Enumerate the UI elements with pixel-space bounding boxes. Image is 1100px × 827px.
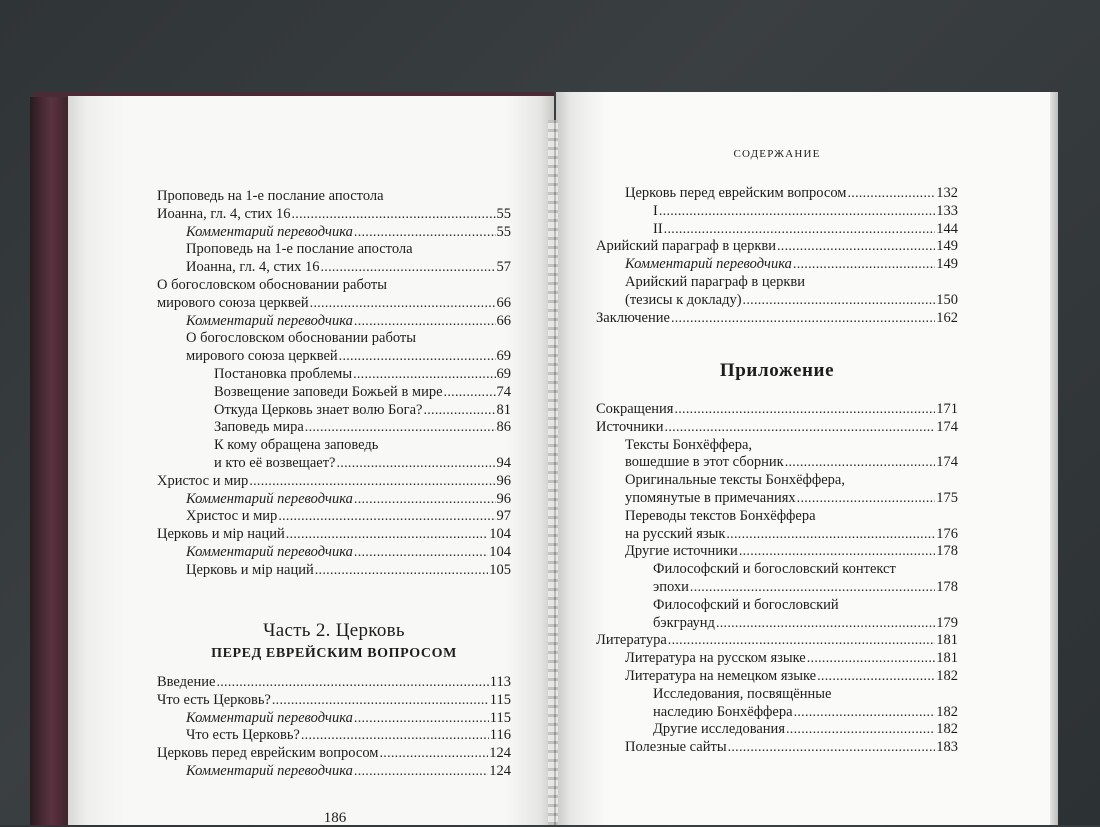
toc-entry-title: Возвещение заповеди Божьей в мире	[214, 383, 443, 400]
toc-entry-title: I	[653, 202, 658, 219]
toc-entry	[596, 686, 958, 704]
toc-entry-page: 55	[496, 223, 511, 240]
toc-dot-leader	[310, 295, 496, 313]
toc-dot-leader	[671, 310, 935, 328]
toc-entry-title: Оригинальные тексты Бонхёффера,	[625, 472, 845, 489]
toc-entry-page: 179	[936, 614, 958, 631]
toc-dot-leader	[301, 727, 489, 745]
toc-entry-page: 86	[496, 419, 511, 436]
toc-entry-title: Комментарий переводчика	[186, 762, 353, 779]
toc-dot-leader	[728, 739, 936, 757]
toc-dot-leader	[249, 473, 495, 491]
toc-entry-title: Заключение	[596, 309, 670, 326]
toc-entry-title: Откуда Церковь знает волю Бога?	[214, 401, 423, 418]
toc-dot-leader	[716, 615, 935, 633]
toc-entry	[157, 188, 511, 206]
toc-entry	[596, 490, 958, 508]
toc-entry-title: Литература	[596, 632, 667, 649]
page-number: 186	[323, 810, 347, 826]
toc-entry-title: Философский и богословский	[653, 596, 839, 613]
toc-dot-leader	[847, 185, 935, 203]
toc-dot-leader	[286, 526, 489, 544]
toc-dot-leader	[793, 256, 935, 274]
toc-entry	[596, 526, 958, 544]
toc-entry-title: Что есть Церковь?	[157, 691, 271, 708]
part-title: Часть 2. Церковь	[263, 620, 405, 641]
toc-entry-page: 181	[936, 650, 958, 667]
toc-entry	[596, 203, 958, 221]
right-toc-list	[596, 185, 958, 327]
toc-dot-leader	[379, 745, 488, 763]
toc-entry-title: Церковь и мір наций	[157, 526, 285, 543]
toc-entry-title: Комментарий переводчика	[186, 223, 353, 240]
toc-entry-title: Другие источники	[625, 543, 738, 560]
toc-entry-title: Комментарий переводчика	[186, 312, 353, 329]
toc-entry-page: 162	[936, 309, 958, 326]
toc-entry	[596, 437, 958, 455]
toc-entry-page: 97	[496, 508, 511, 525]
toc-entry	[157, 419, 511, 437]
toc-entry	[596, 579, 958, 597]
toc-entry	[596, 419, 958, 437]
toc-entry-page: 115	[489, 709, 511, 726]
toc-entry	[157, 437, 511, 455]
toc-entry	[596, 310, 958, 328]
toc-entry-title: К кому обращена заповедь	[214, 437, 379, 454]
toc-entry	[157, 330, 511, 348]
toc-entry-page: 69	[496, 365, 511, 382]
toc-entry-page: 150	[936, 291, 958, 308]
toc-entry-page: 124	[489, 762, 511, 779]
toc-entry	[157, 455, 511, 473]
toc-entry-page: 174	[936, 418, 958, 435]
toc-entry-page: 182	[936, 703, 958, 720]
toc-dot-leader	[664, 221, 936, 239]
toc-entry-title: Церковь и мір наций	[186, 561, 314, 578]
toc-entry-title: упомянутые в примечаниях	[625, 489, 796, 506]
toc-entry	[596, 274, 958, 292]
toc-entry-page: 175	[936, 489, 958, 506]
right-toc-list-appendix	[596, 401, 958, 757]
toc-dot-leader	[807, 650, 936, 668]
toc-entry	[596, 668, 958, 686]
toc-entry-title: Источники	[596, 418, 664, 435]
toc-entry	[157, 313, 511, 331]
toc-dot-leader	[423, 402, 495, 420]
toc-entry-page: 74	[496, 383, 511, 400]
toc-dot-leader	[315, 562, 489, 580]
toc-entry-title: Церковь перед еврейским вопросом	[625, 185, 847, 201]
toc-entry-title: мирового союза церквей	[157, 294, 309, 311]
toc-entry-page: 183	[936, 739, 958, 756]
toc-entry	[157, 674, 511, 692]
right-page-edges	[1050, 92, 1058, 825]
toc-entry-page: 104	[489, 526, 511, 543]
toc-entry	[157, 384, 511, 402]
toc-entry	[596, 256, 958, 274]
toc-entry	[157, 241, 511, 259]
toc-entry-title: вошедшие в этот сборник	[625, 454, 784, 471]
toc-entry-title: Философский и богословский контекст	[653, 561, 896, 578]
toc-entry-title: Иоанна, гл. 4, стих 16	[186, 259, 320, 276]
toc-entry	[157, 544, 511, 562]
toc-entry-page: 69	[496, 348, 511, 365]
toc-entry	[596, 543, 958, 561]
toc-entry	[596, 508, 958, 526]
toc-entry-page: 149	[936, 256, 958, 273]
toc-entry	[596, 704, 958, 722]
toc-dot-leader	[794, 704, 936, 722]
toc-entry	[596, 739, 958, 757]
toc-entry	[157, 562, 511, 580]
toc-dot-leader	[354, 544, 488, 562]
toc-entry-title: наследию Бонхёффера	[653, 703, 793, 720]
running-head: СОДЕРЖАНИЕ	[733, 148, 821, 160]
toc-dot-leader	[354, 224, 496, 242]
toc-dot-leader	[354, 491, 496, 509]
toc-dot-leader	[797, 490, 936, 508]
toc-entry-page: 133	[936, 202, 958, 219]
toc-entry-title: Полезные сайты	[625, 739, 727, 756]
toc-entry-page: 66	[496, 294, 511, 311]
toc-dot-leader	[665, 419, 936, 437]
toc-dot-leader	[339, 348, 496, 366]
toc-entry	[157, 526, 511, 544]
toc-entry-title: бэкграунд	[653, 614, 715, 631]
toc-entry-title: Комментарий переводчика	[186, 709, 353, 726]
toc-dot-leader	[278, 508, 495, 526]
toc-entry-page: 149	[936, 238, 958, 255]
toc-entry-page: 104	[489, 543, 511, 560]
toc-entry	[157, 224, 511, 242]
toc-dot-leader	[291, 206, 495, 224]
toc-dot-leader	[337, 455, 496, 473]
left-toc-list-part2	[157, 674, 511, 781]
toc-dot-leader	[743, 292, 936, 310]
toc-entry-title: Проповедь на 1-е послание апостола	[157, 188, 384, 204]
toc-entry-title: Введение	[157, 674, 216, 690]
toc-entry-page: 174	[936, 454, 958, 471]
toc-entry	[596, 721, 958, 739]
toc-entry-page: 132	[936, 185, 958, 201]
toc-entry	[596, 221, 958, 239]
toc-entry	[157, 259, 511, 277]
toc-dot-leader	[785, 454, 936, 472]
toc-entry-title: Что есть Церковь?	[186, 727, 300, 744]
toc-dot-leader	[668, 632, 935, 650]
toc-entry	[157, 692, 511, 710]
toc-entry-title: Комментарий переводчика	[186, 543, 353, 560]
toc-entry	[157, 710, 511, 728]
part-subtitle: ПЕРЕД ЕВРЕЙСКИМ ВОПРОСОМ	[211, 646, 457, 661]
toc-entry-page: 124	[489, 745, 511, 762]
toc-entry	[157, 206, 511, 224]
toc-entry-title: Литература на русском языке	[625, 650, 806, 667]
toc-entry-page: 178	[936, 578, 958, 595]
toc-entry-page: 182	[936, 667, 958, 684]
toc-dot-leader	[444, 384, 496, 402]
toc-entry-page: 178	[936, 543, 958, 560]
toc-dot-leader	[305, 419, 496, 437]
toc-entry-title: эпохи	[653, 578, 689, 595]
toc-dot-leader	[739, 543, 935, 561]
toc-entry	[157, 402, 511, 420]
toc-entry-title: Арийский параграф в церкви	[625, 273, 805, 290]
toc-entry	[596, 238, 958, 256]
toc-entry-page: 96	[496, 472, 511, 489]
toc-entry-page: 81	[496, 401, 511, 418]
toc-entry-page: 105	[489, 561, 511, 578]
toc-entry-title: Постановка проблемы	[214, 365, 353, 382]
toc-entry-title: Комментарий переводчика	[625, 256, 792, 273]
toc-dot-leader	[786, 721, 935, 739]
toc-entry	[596, 185, 958, 203]
toc-entry	[596, 632, 958, 650]
toc-entry-title: Исследования, посвящённые	[653, 685, 832, 702]
toc-entry-title: О богословском обосновании работы	[186, 330, 417, 347]
toc-entry-title: мирового союза церквей	[186, 348, 338, 365]
toc-entry	[157, 366, 511, 384]
toc-entry	[157, 491, 511, 509]
left-toc-list	[157, 188, 511, 580]
toc-dot-leader	[272, 692, 489, 710]
toc-entry	[157, 348, 511, 366]
toc-dot-leader	[353, 366, 495, 384]
toc-entry-title: Церковь перед еврейским вопросом	[157, 745, 379, 762]
toc-entry-title: Сокращения	[596, 401, 674, 417]
toc-entry	[596, 615, 958, 633]
toc-entry-title: Комментарий переводчика	[186, 490, 353, 507]
toc-entry-title: О богословском обосновании работы	[157, 276, 388, 293]
toc-entry	[596, 401, 958, 419]
toc-entry-title: Христос и мир	[157, 472, 249, 489]
book-binding	[548, 120, 558, 825]
toc-entry-page: 116	[489, 727, 511, 744]
toc-dot-leader	[777, 238, 935, 256]
toc-entry-title: Арийский параграф в церкви	[596, 238, 776, 255]
toc-entry-title: Иоанна, гл. 4, стих 16	[157, 205, 291, 222]
toc-entry	[157, 508, 511, 526]
toc-entry	[157, 295, 511, 313]
toc-dot-leader	[354, 710, 489, 728]
toc-entry-page: 66	[496, 312, 511, 329]
toc-entry-title: Литература на немецком языке	[625, 667, 817, 684]
toc-dot-leader	[674, 401, 935, 419]
toc-entry	[157, 473, 511, 491]
toc-entry-title: Христос и мир	[186, 508, 278, 525]
toc-entry-page: 96	[496, 490, 511, 507]
toc-entry-title: II	[653, 220, 663, 237]
toc-entry-title: Тексты Бонхёффера,	[625, 436, 753, 453]
toc-dot-leader	[354, 313, 496, 331]
toc-entry-page: 144	[936, 220, 958, 237]
toc-entry-page: 115	[489, 691, 511, 708]
toc-entry-page: 113	[489, 674, 511, 690]
toc-entry-page: 171	[936, 401, 958, 417]
toc-entry	[157, 277, 511, 295]
toc-entry	[596, 650, 958, 668]
toc-dot-leader	[726, 526, 935, 544]
toc-dot-leader	[690, 579, 935, 597]
toc-dot-leader	[659, 203, 935, 221]
toc-dot-leader	[216, 674, 488, 692]
toc-entry-page: 57	[496, 259, 511, 276]
toc-entry-page: 55	[496, 205, 511, 222]
toc-entry-title: Проповедь на 1-е послание апостола	[186, 241, 413, 258]
toc-entry	[157, 727, 511, 745]
toc-entry-page: 181	[936, 632, 958, 649]
toc-dot-leader	[817, 668, 935, 686]
toc-entry	[157, 745, 511, 763]
toc-entry	[157, 763, 511, 781]
toc-entry-title: Переводы текстов Бонхёффера	[625, 507, 816, 524]
toc-entry-title: на русский язык	[625, 525, 726, 542]
toc-entry	[596, 561, 958, 579]
toc-dot-leader	[354, 763, 488, 781]
toc-entry	[596, 472, 958, 490]
toc-entry-title: Заповедь мира	[214, 419, 304, 436]
toc-entry	[596, 597, 958, 615]
toc-entry-page: 182	[936, 721, 958, 738]
toc-entry	[596, 454, 958, 472]
toc-entry-title: Другие исследования	[653, 721, 785, 738]
appendix-title: Приложение	[719, 360, 835, 381]
toc-entry-title: и кто её возвещает?	[214, 454, 336, 471]
toc-dot-leader	[320, 259, 495, 277]
toc-entry	[596, 292, 958, 310]
toc-entry-title: (тезисы к докладу)	[625, 291, 742, 308]
toc-entry-page: 176	[936, 525, 958, 542]
toc-entry-page: 94	[496, 454, 511, 471]
